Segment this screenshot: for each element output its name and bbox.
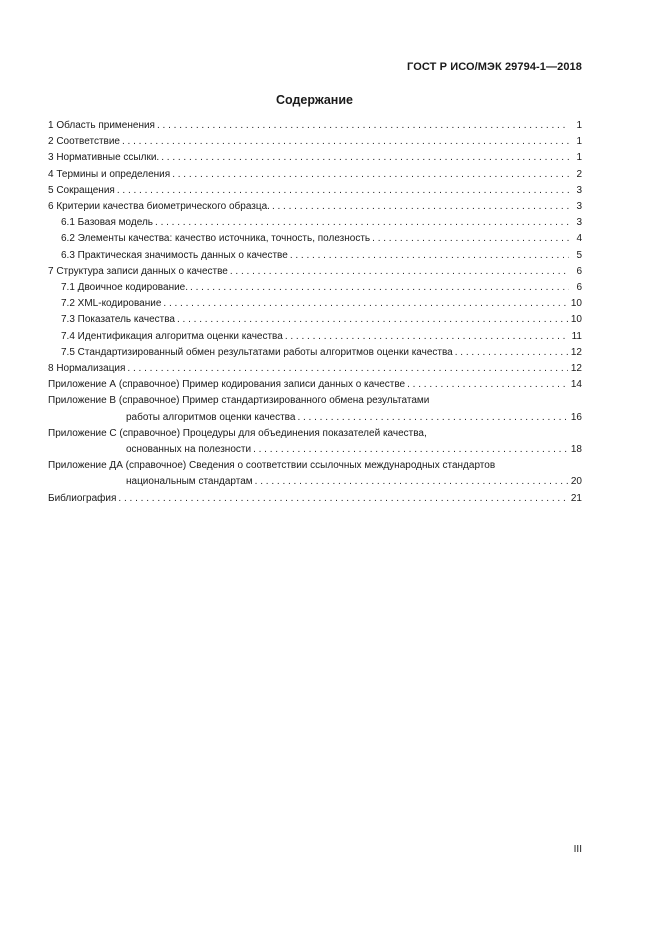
toc-entry-page: 1 xyxy=(576,120,582,131)
toc-entry-page: 12 xyxy=(570,346,582,358)
toc-entry-bibliography[interactable] xyxy=(48,491,582,507)
toc-leader-dots xyxy=(455,345,568,361)
toc-entry-7-5[interactable] xyxy=(48,345,582,361)
page-number: III xyxy=(573,844,582,855)
toc-entry-page: 2 xyxy=(576,168,582,180)
toc-entry-1[interactable] xyxy=(48,118,582,134)
toc-title: Содержание xyxy=(275,93,353,107)
toc-entry-2[interactable] xyxy=(48,134,582,150)
toc-entry-text: 7.3 Показатель качества xyxy=(61,314,175,326)
toc-entry-6-1[interactable] xyxy=(48,215,582,231)
toc-leader-dots xyxy=(297,410,567,426)
toc-leader-dots xyxy=(255,474,568,490)
toc-entry-page: 18 xyxy=(570,444,582,456)
toc-entry-text: Приложение А (справочное) Пример кодирования записи данных о качестве xyxy=(48,379,406,391)
toc-entry-6[interactable] xyxy=(48,199,582,215)
toc-leader-dots xyxy=(163,296,567,312)
toc-entry-page: 14 xyxy=(570,379,582,391)
toc-leader-dots xyxy=(127,361,567,377)
toc-leader-dots xyxy=(253,442,568,458)
toc-entry-page: 6 xyxy=(576,265,582,277)
toc-entry-text: 7.4 Идентификация алгоритма оценки качества xyxy=(61,330,283,342)
toc-leader-dots xyxy=(177,312,568,328)
toc-entry-continuation xyxy=(48,410,582,426)
toc-entry-text-line2: основанных на полезности xyxy=(126,444,252,456)
toc-entry-text: 7.2 XML-кодирование xyxy=(61,298,162,310)
toc-entry-text-line1: Приложение С (справочное) Процедуры для объединения показателей качества, xyxy=(48,427,427,439)
toc-entry-7[interactable] xyxy=(48,264,582,280)
toc-entry-page: 5 xyxy=(576,249,582,261)
toc-entry-page: 11 xyxy=(571,330,582,342)
toc-entry-continuation xyxy=(48,474,582,490)
toc-entry-text: 6.3 Практическая значимость данных о качестве xyxy=(61,249,288,261)
toc-entry-page: 16 xyxy=(570,411,582,423)
toc-entry-3[interactable] xyxy=(48,150,582,166)
toc-entry-6-2[interactable] xyxy=(48,231,582,247)
toc-leader-dots xyxy=(190,280,569,296)
toc-entry-text: 4 Термины и определения xyxy=(48,168,171,180)
toc-entry-page: 10 xyxy=(570,298,582,310)
toc-entry-5[interactable] xyxy=(48,183,582,199)
toc-entry-page: 3 xyxy=(576,201,582,213)
toc-entry-page: 3 xyxy=(576,217,582,229)
table-of-contents xyxy=(48,118,582,507)
toc-entry-appendix-b[interactable] xyxy=(48,393,582,425)
toc-leader-dots xyxy=(372,231,569,247)
toc-entry-7-2[interactable] xyxy=(48,296,582,312)
toc-entry-appendix-a[interactable] xyxy=(48,377,582,393)
toc-entry-page: 1 xyxy=(576,152,582,164)
toc-entry-text: 6.1 Базовая модель xyxy=(61,217,154,229)
toc-entry-text: Библиография xyxy=(48,492,117,504)
toc-entry-appendix-da[interactable] xyxy=(48,458,582,490)
toc-entry-7-3[interactable] xyxy=(48,312,582,328)
toc-entry-page: 4 xyxy=(576,233,582,245)
toc-entry-continuation xyxy=(48,442,582,458)
toc-entry-7-4[interactable] xyxy=(48,329,582,345)
toc-entry-7-1[interactable] xyxy=(48,280,582,296)
toc-leader-dots xyxy=(118,491,567,507)
toc-entry-page: 20 xyxy=(570,476,582,488)
toc-leader-dots xyxy=(285,329,569,345)
toc-entry-text: 3 Нормативные ссылки. xyxy=(48,152,160,164)
toc-leader-dots xyxy=(272,199,569,215)
toc-entry-text: 2 Соответствие xyxy=(48,136,120,148)
toc-entry-page: 6 xyxy=(576,282,582,294)
toc-leader-dots xyxy=(230,264,569,280)
toc-entry-page: 12 xyxy=(570,363,582,375)
toc-entry-page: 1 xyxy=(576,136,582,148)
toc-leader-dots xyxy=(172,167,569,183)
toc-leader-dots xyxy=(117,183,569,199)
toc-leader-dots xyxy=(407,377,568,393)
toc-leader-dots xyxy=(155,215,569,231)
toc-entry-text: 6.2 Элементы качества: качество источника, точность, полезность xyxy=(61,233,371,245)
toc-leader-dots xyxy=(157,118,569,134)
toc-entry-page: 3 xyxy=(576,184,582,196)
toc-entry-appendix-c[interactable] xyxy=(48,426,582,458)
toc-entry-8[interactable] xyxy=(48,361,582,377)
toc-entry-text-line1: Приложение ДА (справочное) Сведения о соответствии ссылочных международных стандартов xyxy=(48,460,496,472)
toc-entry-text-line1: Приложение В (справочное) Пример стандартизированного обмена результатами xyxy=(48,395,430,407)
toc-entry-text: 7.1 Двоичное кодирование. xyxy=(61,282,189,294)
toc-entry-text: 8 Нормализация xyxy=(48,363,126,375)
toc-leader-dots xyxy=(290,248,569,264)
toc-entry-text-line2: работы алгоритмов оценки качества xyxy=(126,411,296,423)
toc-entry-6-3[interactable] xyxy=(48,248,582,264)
toc-entry-page: 10 xyxy=(570,314,582,326)
toc-entry-4[interactable] xyxy=(48,167,582,183)
toc-entry-text: 7.5 Стандартизированный обмен результатами работы алгоритмов оценки качества xyxy=(61,346,453,358)
toc-entry-text: 1 Область применения xyxy=(48,120,155,131)
toc-entry-page: 21 xyxy=(570,492,582,504)
toc-entry-text: 5 Сокращения xyxy=(48,184,115,196)
toc-entry-text: 6 Критерии качества биометрического образца. xyxy=(48,201,270,213)
toc-entry-text: 7 Структура записи данных о качестве xyxy=(48,265,228,277)
document-code: ГОСТ Р ИСО/МЭК 29794-1—2018 xyxy=(407,61,582,73)
toc-leader-dots xyxy=(122,134,569,150)
toc-entry-text-line2: национальным стандартам xyxy=(126,476,253,488)
toc-leader-dots xyxy=(161,150,569,166)
